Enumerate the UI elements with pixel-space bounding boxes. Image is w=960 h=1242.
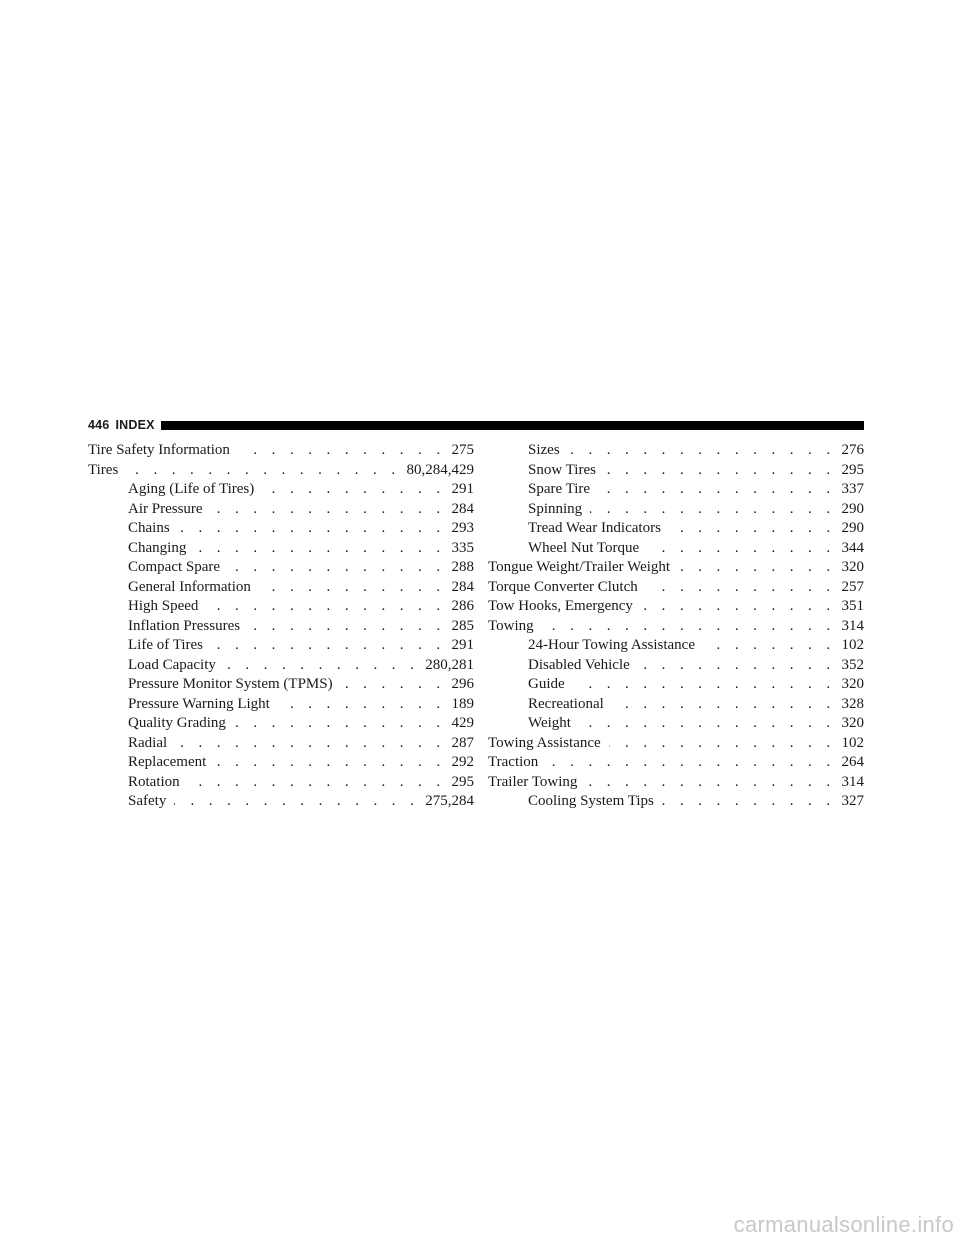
dot-leader bbox=[585, 773, 835, 793]
dot-leader bbox=[669, 519, 836, 539]
dot-leader bbox=[234, 714, 446, 734]
entry-label: Tongue Weight/Trailer Weight bbox=[488, 559, 671, 575]
entry-label: Recreational bbox=[528, 695, 604, 712]
entry-label: Torque Converter Clutch bbox=[488, 578, 638, 595]
entry-page-ref: 295 bbox=[451, 773, 474, 790]
index-subentry bbox=[88, 773, 474, 793]
entry-label: Inflation Pressures bbox=[128, 617, 241, 634]
dot-leader bbox=[542, 617, 836, 637]
dot-leader bbox=[238, 441, 446, 461]
index-entry bbox=[488, 597, 864, 617]
index-subentry bbox=[88, 578, 474, 598]
dot-leader bbox=[228, 558, 445, 578]
index-subentry bbox=[88, 753, 474, 773]
index-entry bbox=[488, 558, 864, 578]
index-subentry bbox=[88, 695, 474, 715]
dot-leader bbox=[604, 461, 836, 481]
dot-leader bbox=[609, 734, 836, 754]
entry-page-ref: 284 bbox=[451, 500, 474, 517]
dot-leader bbox=[703, 636, 836, 656]
entry-label: Disabled Vehicle bbox=[528, 656, 630, 673]
dot-leader bbox=[598, 480, 835, 500]
dot-leader bbox=[546, 753, 835, 773]
index-subentry bbox=[88, 675, 474, 695]
dot-leader bbox=[188, 773, 446, 793]
entry-label: Sizes bbox=[528, 442, 560, 458]
entry-page-ref: 320 bbox=[841, 715, 864, 731]
entry-page-ref: 291 bbox=[451, 481, 474, 497]
entry-label: General Information bbox=[128, 578, 251, 595]
dot-leader bbox=[573, 675, 836, 695]
entry-page-ref: 351 bbox=[841, 598, 864, 614]
index-subentry bbox=[488, 500, 864, 520]
index-subentry bbox=[88, 734, 474, 754]
dot-leader bbox=[211, 636, 446, 656]
entry-page-ref: 284 bbox=[451, 578, 474, 595]
entry-label: Radial bbox=[128, 734, 168, 751]
index-subentry bbox=[88, 597, 474, 617]
index-subentry bbox=[488, 656, 864, 676]
dot-leader bbox=[641, 597, 836, 617]
entry-page-ref: 292 bbox=[451, 754, 474, 770]
entry-page-ref: 286 bbox=[451, 598, 474, 614]
index-entry bbox=[488, 734, 864, 754]
entry-label: Replacement bbox=[128, 754, 207, 770]
entry-page-ref: 102 bbox=[841, 734, 864, 751]
entry-label: Compact Spare bbox=[128, 559, 221, 575]
header-rule bbox=[161, 421, 864, 430]
header-label bbox=[88, 418, 155, 432]
index-subentry bbox=[88, 558, 474, 578]
entry-page-ref: 288 bbox=[451, 559, 474, 575]
entry-page-ref: 280,281 bbox=[425, 656, 474, 673]
index-entry bbox=[88, 441, 474, 461]
entry-label: Tires bbox=[88, 461, 119, 478]
index-subentry bbox=[488, 480, 864, 500]
entry-label: Changing bbox=[128, 539, 187, 556]
entry-page-ref: 296 bbox=[451, 676, 474, 692]
entry-label: Spinning bbox=[528, 500, 583, 517]
entry-label: Trailer Towing bbox=[488, 773, 578, 790]
dot-leader bbox=[214, 753, 445, 773]
entry-page-ref: 290 bbox=[841, 500, 864, 517]
index-entry bbox=[488, 773, 864, 793]
index-subentry bbox=[488, 675, 864, 695]
entry-label: Quality Grading bbox=[128, 715, 226, 731]
index-subentry bbox=[88, 480, 474, 500]
entry-label: Weight bbox=[528, 715, 571, 731]
index-column-right bbox=[488, 441, 864, 812]
index-subentry bbox=[88, 636, 474, 656]
index-entry bbox=[488, 617, 864, 637]
index-subentry bbox=[488, 519, 864, 539]
entry-label: Traction bbox=[488, 754, 539, 770]
dot-leader bbox=[224, 656, 419, 676]
entry-label: Rotation bbox=[128, 773, 180, 790]
dot-leader bbox=[175, 734, 445, 754]
dot-leader bbox=[278, 695, 446, 715]
index-subentry bbox=[88, 656, 474, 676]
entry-page-ref: 257 bbox=[841, 578, 864, 595]
entry-page-ref: 429 bbox=[451, 715, 474, 731]
dot-leader bbox=[647, 539, 835, 559]
index-entry bbox=[488, 578, 864, 598]
dot-leader bbox=[341, 675, 446, 695]
entry-page-ref: 320 bbox=[841, 559, 864, 575]
entry-label: Safety bbox=[128, 793, 167, 809]
entry-label: 24-Hour Towing Assistance bbox=[528, 637, 695, 653]
entry-page-ref: 275 bbox=[451, 442, 474, 458]
dot-leader bbox=[178, 519, 446, 539]
dot-leader bbox=[262, 480, 445, 500]
index-entry bbox=[488, 753, 864, 773]
index-subentry bbox=[488, 636, 864, 656]
page-number: 446 bbox=[88, 418, 110, 432]
entry-page-ref: 314 bbox=[841, 773, 864, 790]
entry-label: Snow Tires bbox=[528, 461, 596, 478]
entry-page-ref: 337 bbox=[841, 481, 864, 497]
entry-label: Tow Hooks, Emergency bbox=[488, 598, 633, 614]
watermark: carmanualsonline.info bbox=[733, 1212, 954, 1237]
dot-leader bbox=[206, 597, 445, 617]
dot-leader bbox=[612, 695, 836, 715]
index-subentry bbox=[488, 539, 864, 559]
entry-label: Aging (Life of Tires) bbox=[128, 481, 255, 497]
index-subentry bbox=[88, 519, 474, 539]
entry-page-ref: 276 bbox=[841, 442, 864, 458]
entry-page-ref: 295 bbox=[841, 461, 864, 478]
entry-page-ref: 293 bbox=[451, 520, 474, 536]
entry-page-ref: 287 bbox=[451, 734, 474, 751]
index-subentry bbox=[488, 792, 864, 812]
entry-page-ref: 344 bbox=[841, 539, 864, 556]
entry-page-ref: 327 bbox=[841, 793, 864, 809]
entry-page-ref: 328 bbox=[841, 695, 864, 712]
index-subentry bbox=[88, 500, 474, 520]
dot-leader bbox=[662, 792, 836, 812]
entry-label: Cooling System Tips bbox=[528, 793, 654, 809]
index-entry bbox=[88, 461, 474, 481]
entry-label: Towing bbox=[488, 617, 534, 634]
entry-label: Tread Wear Indicators bbox=[528, 520, 661, 536]
dot-leader bbox=[174, 792, 419, 812]
dot-leader bbox=[259, 578, 446, 598]
entry-page-ref: 352 bbox=[841, 656, 864, 673]
index-subentry bbox=[488, 714, 864, 734]
entry-page-ref: 320 bbox=[841, 676, 864, 692]
dot-leader bbox=[579, 714, 836, 734]
entry-page-ref: 291 bbox=[451, 637, 474, 653]
entry-page-ref: 189 bbox=[451, 695, 474, 712]
entry-label: Pressure Monitor System (TPMS) bbox=[128, 676, 333, 692]
entry-label: High Speed bbox=[128, 598, 199, 614]
entry-page-ref: 275,284 bbox=[425, 793, 474, 809]
entry-page-ref: 102 bbox=[841, 637, 864, 653]
index-subentry bbox=[88, 539, 474, 559]
dot-leader bbox=[248, 617, 445, 637]
entry-label: Spare Tire bbox=[528, 481, 591, 497]
index-subentry bbox=[88, 617, 474, 637]
entry-page-ref: 285 bbox=[451, 617, 474, 634]
entry-label: Chains bbox=[128, 520, 170, 536]
dot-leader bbox=[211, 500, 446, 520]
dot-leader bbox=[646, 578, 836, 598]
entry-page-ref: 290 bbox=[841, 520, 864, 536]
entry-label: Pressure Warning Light bbox=[128, 695, 270, 712]
page-header bbox=[88, 417, 864, 433]
section-title: INDEX bbox=[115, 418, 155, 432]
dot-leader bbox=[638, 656, 836, 676]
index-column-left bbox=[88, 441, 474, 812]
index-subentry bbox=[488, 695, 864, 715]
index-subentry bbox=[488, 461, 864, 481]
entry-label: Wheel Nut Torque bbox=[528, 539, 640, 556]
dot-leader bbox=[194, 539, 445, 559]
entry-label: Air Pressure bbox=[128, 500, 203, 517]
entry-page-ref: 264 bbox=[841, 754, 864, 770]
index-subentry bbox=[88, 792, 474, 812]
entry-label: Load Capacity bbox=[128, 656, 216, 673]
dot-leader bbox=[126, 461, 400, 481]
entry-label: Tire Safety Information bbox=[88, 442, 230, 458]
entry-page-ref: 335 bbox=[451, 539, 474, 556]
dot-leader bbox=[590, 500, 835, 520]
index-subentry bbox=[488, 441, 864, 461]
index-subentry bbox=[88, 714, 474, 734]
entry-page-ref: 80,284,429 bbox=[406, 461, 474, 478]
dot-leader bbox=[678, 558, 835, 578]
entry-label: Life of Tires bbox=[128, 637, 203, 653]
entry-page-ref: 314 bbox=[841, 617, 864, 634]
entry-label: Guide bbox=[528, 676, 565, 692]
entry-label: Towing Assistance bbox=[488, 734, 601, 751]
dot-leader bbox=[568, 441, 836, 461]
